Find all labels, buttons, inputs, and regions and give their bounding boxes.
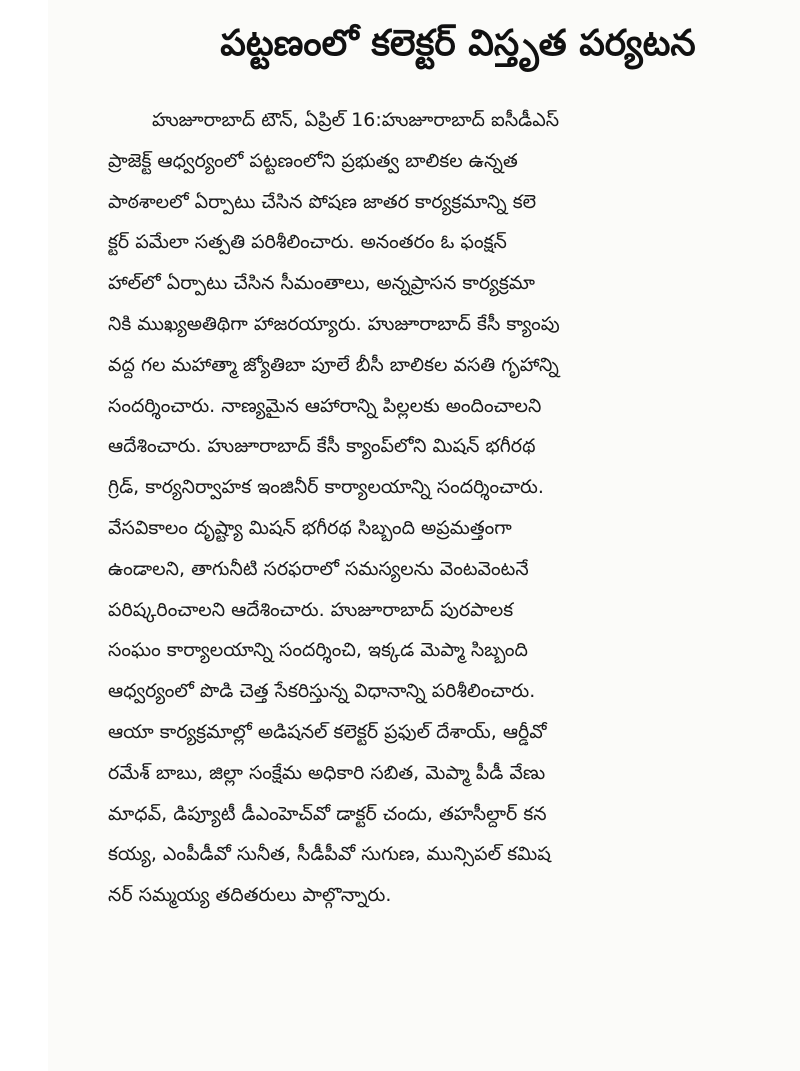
article-body	[108, 100, 800, 916]
article-line: సంఘం కార్యాలయాన్ని సందర్శించి, ఇక్కడ మెప్మా సిబ్బంది	[108, 639, 528, 662]
article-line: వేసవికాలం దృష్ట్యా మిషన్ భగీరథ సిబ్బంది అప్రమత్తంగా	[108, 516, 512, 539]
article-line: రమేశ్ బాబు, జిల్లా సంక్షేమ అధికారి సబిత, మెప్మా పీడీ వేణు	[108, 761, 546, 784]
article-line: సందర్శించారు. నాణ్యమైన ఆహారాన్ని పిల్లలకు అందించాలని	[108, 394, 542, 417]
article-line: పాఠశాలలో ఏర్పాటు చేసిన పోషణ జాతర కార్యక్రమాన్ని కలె	[108, 190, 537, 213]
article-line: పరిష్కరించాలని ఆదేశించారు. హుజూరాబాద్ పురపాలక	[108, 598, 514, 621]
article-line: ప్రాజెక్ట్ ఆధ్వర్యంలో పట్టణంలోని ప్రభుత్వ బాలికల ఉన్నత	[108, 149, 518, 172]
article-line: నికి ముఖ్యఅతిథిగా హాజరయ్యారు. హుజూరాబాద్ కేసీ క్యాంపు	[108, 312, 560, 335]
article-line: హుజూరాబాద్ టౌన్, ఏప్రిల్ 16:హుజూరాబాద్ ఐసీడీఎస్	[152, 109, 560, 131]
article-line: నర్ సమ్మయ్య తదితరులు పాల్గొన్నారు.	[108, 884, 392, 907]
newspaper-clipping	[48, 0, 800, 1071]
article-line: ఆయా కార్యక్రమాల్లో అడిషనల్ కలెక్టర్ ప్రఫుల్ దేశాయ్, ఆర్డీవో	[108, 720, 547, 743]
article-line: ఆధ్వర్యంలో పొడి చెత్త సేకరిస్తున్న విధానాన్ని పరిశీలించారు.	[108, 680, 536, 703]
article-headline: పట్టణంలో కలెక్టర్ విస్తృత పర్యటన	[220, 23, 696, 64]
article-line: ఉండాలని, తాగునీటి సరఫరాలో సమస్యలను వెంటవెంటనే	[108, 557, 529, 580]
article-line: వద్ద గల మహాత్మా జ్యోతిబా పూలే బీసీ బాలికల వసతి గృహాన్ని	[108, 353, 559, 376]
article-line: హాల్‌లో ఏర్పాటు చేసిన సీమంతాలు, అన్నప్రాసన కార్యక్రమా	[108, 272, 535, 295]
article-line: క్టర్ పమేలా సత్పతి పరిశీలించారు. అనంతరం ఓ ఫంక్షన్	[108, 231, 507, 254]
article-line: గ్రిడ్, కార్యనిర్వాహక ఇంజినీర్ కార్యాలయాన్ని సందర్శించారు.	[108, 476, 544, 499]
article-line: మాధవ్, డిప్యూటీ డీఎంహెచ్‌వో డాక్టర్ చందు, తహసీల్దార్ కన	[108, 802, 547, 825]
article-line: ఆదేశించారు. హుజూరాబాద్ కేసీ క్యాంప్‌లోని మిషన్ భగీరథ	[108, 435, 536, 458]
article-line: కయ్య, ఎంపీడీవో సునీత, సీడీపీవో సుగుణ, మున్సిపల్ కమిష	[108, 843, 551, 866]
